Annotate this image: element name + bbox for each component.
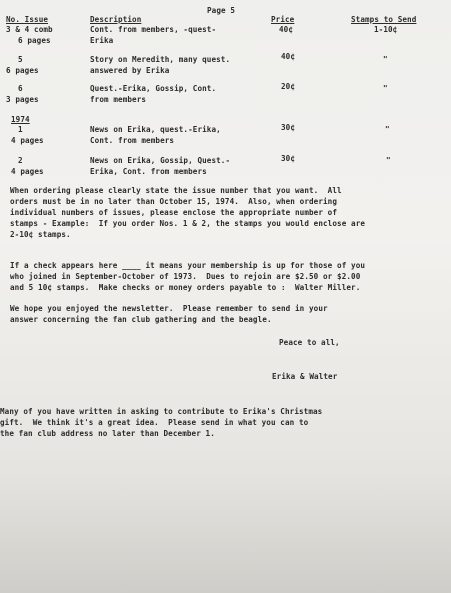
- page-title: Page 5: [207, 6, 236, 15]
- row-stamps: ": [385, 125, 390, 134]
- row-stamps: 1-10¢: [374, 25, 398, 34]
- row-price: 30¢: [281, 123, 296, 132]
- row-description-line2: answered by Erika: [90, 66, 170, 75]
- paragraph-line: gift. We think it's a great idea. Please send in what you can to: [0, 418, 309, 427]
- paragraph-line: answer concerning the fan club gathering and the beagle.: [10, 315, 272, 324]
- row-pages: 4 pages: [11, 167, 44, 176]
- row-description-line2: Cont. from members: [90, 136, 175, 145]
- row-price: 40¢: [281, 52, 296, 61]
- row-issue: 3 & 4 comb: [6, 25, 53, 34]
- row-pages: 6 pages: [6, 66, 39, 75]
- paragraph-line: If a check appears here ____ it means your membership is up for those of you: [10, 261, 366, 270]
- row-pages: 4 pages: [11, 136, 44, 145]
- row-description-line1: News on Erika, Gossip, Quest.-: [90, 156, 231, 165]
- row-description-line1: Quest.-Erika, Gossip, Cont.: [90, 84, 217, 93]
- column-header-price: Price: [271, 15, 295, 24]
- paragraph-line: Many of you have written in asking to contribute to Erika's Christmas: [0, 407, 323, 416]
- year-heading: 1974: [11, 115, 30, 124]
- row-description-line1: News on Erika, quest.-Erika,: [90, 125, 221, 134]
- row-pages: 6 pages: [18, 36, 51, 45]
- page-shadow: [0, 473, 451, 593]
- row-issue: 6: [18, 84, 23, 93]
- row-issue: 2: [18, 156, 23, 165]
- row-description-line2: Erika: [90, 36, 114, 45]
- paragraph-line: 2-10¢ stamps.: [10, 230, 71, 239]
- row-price: 20¢: [281, 82, 296, 91]
- row-stamps: ": [386, 156, 391, 165]
- signature: Erika & Walter: [272, 372, 338, 381]
- column-header-issue: No. Issue: [6, 15, 49, 24]
- row-description-line1: Story on Meredith, many quest.: [90, 55, 231, 64]
- paragraph-line: and 5 10¢ stamps. Make checks or money orders payable to : Walter Miller.: [10, 283, 361, 292]
- paragraph-line: who joined in September-October of 1973. Dues to rejoin are $2.50 or $2.00: [10, 272, 361, 281]
- row-stamps: ": [383, 84, 388, 93]
- row-price: 40¢: [279, 25, 294, 34]
- paragraph-line: stamps - Example: If you order Nos. 1 & 2, the stamps you would enclose are: [10, 219, 366, 228]
- row-stamps: ": [383, 55, 388, 64]
- paragraph-line: orders must be in no later than October 15, 1974. Also, when ordering: [10, 197, 338, 206]
- paragraph-line: We hope you enjoyed the newsletter. Please remember to send in your: [10, 304, 328, 313]
- row-price: 30¢: [281, 154, 296, 163]
- column-header-stamps: Stamps to Send: [351, 15, 417, 24]
- row-description-line1: Cont. from members, -quest-: [90, 25, 217, 34]
- row-description-line2: Erika, Cont. from members: [90, 167, 207, 176]
- row-description-line2: from members: [90, 95, 147, 104]
- column-header-description: Description: [90, 15, 142, 24]
- paragraph-line: individual numbers of issues, please enclose the appropriate number of: [10, 208, 338, 217]
- paragraph-line: the fan club address no later than December 1.: [0, 429, 215, 438]
- row-issue: 1: [18, 125, 23, 134]
- row-pages: 3 pages: [6, 95, 39, 104]
- paragraph-line: When ordering please clearly state the issue number that you want. All: [10, 186, 342, 195]
- closing-line: Peace to all,: [279, 338, 340, 347]
- row-issue: 5: [18, 55, 23, 64]
